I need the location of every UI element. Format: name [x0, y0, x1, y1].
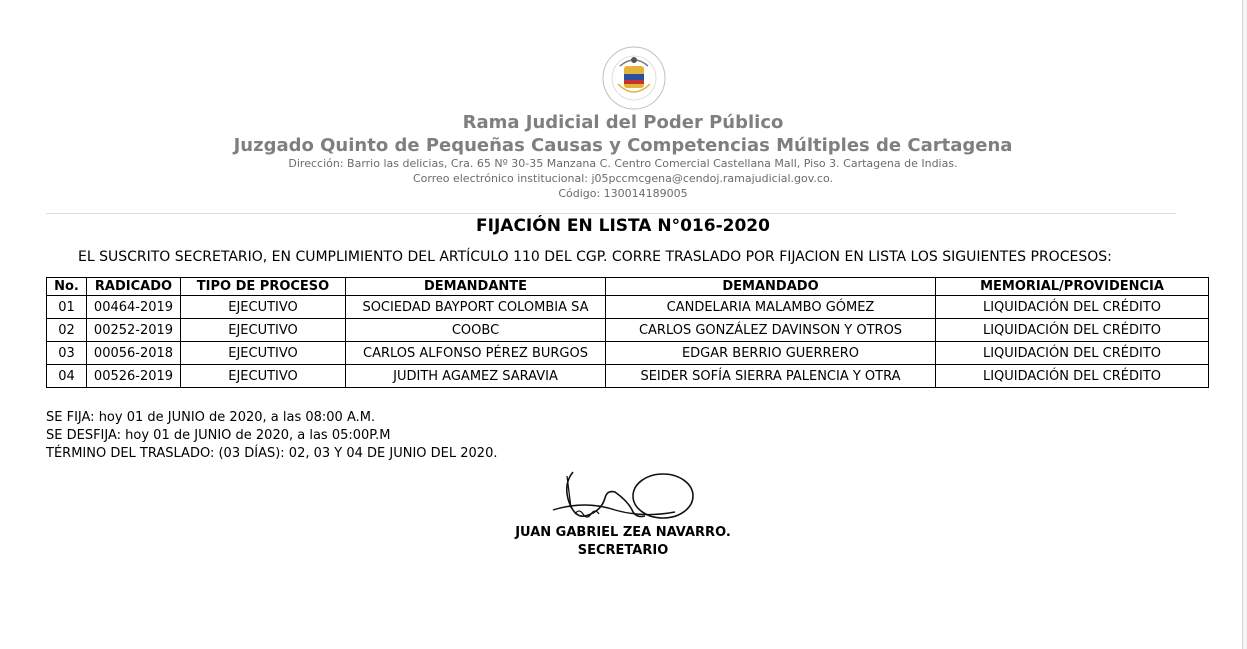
cell-demandante: SOCIEDAD BAYPORT COLOMBIA SA [346, 296, 606, 319]
table-row [47, 342, 1209, 365]
signer-name: JUAN GABRIEL ZEA NAVARRO. [515, 525, 731, 540]
header-divider [46, 213, 1176, 214]
cell-tipo: EJECUTIVO [181, 319, 346, 342]
signer-role: SECRETARIO [577, 543, 669, 558]
court-email: Correo electrónico institucional: j05pccmcgena@cendoj.ramajudicial.gov.co. [412, 172, 834, 185]
header-demandante: DEMANDANTE [346, 278, 606, 296]
cell-tipo: EJECUTIVO [181, 365, 346, 388]
cell-demandante: COOBC [346, 319, 606, 342]
court-address: Dirección: Barrio las delicias, Cra. 65 Nº 30-35 Manzana C. Centro Comercial Castellana Mall, Piso 3. Cartagena de Indias. [288, 157, 958, 170]
cell-demandado: CARLOS GONZÁLEZ DAVINSON Y OTROS [606, 319, 936, 342]
cell-tipo: EJECUTIVO [181, 342, 346, 365]
cell-demandante: CARLOS ALFONSO PÉREZ BURGOS [346, 342, 606, 365]
cell-no: 01 [47, 296, 87, 319]
institution-title: Rama Judicial del Poder Público [462, 112, 784, 133]
cell-demandante: JUDITH AGAMEZ SARAVIA [346, 365, 606, 388]
header-tipo-proceso: TIPO DE PROCESO [181, 278, 346, 296]
cell-radicado: 00526-2019 [87, 365, 181, 388]
cell-no: 04 [47, 365, 87, 388]
fija-line: SE FIJA: hoy 01 de JUNIO de 2020, a las 08:00 A.M. [46, 410, 376, 425]
table-row [47, 296, 1209, 319]
table-row [47, 365, 1209, 388]
cell-radicado: 00464-2019 [87, 296, 181, 319]
handwritten-signature [545, 462, 705, 532]
header-memorial: MEMORIAL/PROVIDENCIA [936, 278, 1209, 296]
desfija-line: SE DESFIJA: hoy 01 de JUNIO de 2020, a las 05:00P.M [46, 428, 391, 443]
cell-no: 02 [47, 319, 87, 342]
cell-tipo: EJECUTIVO [181, 296, 346, 319]
header-radicado: RADICADO [87, 278, 181, 296]
cell-memorial: LIQUIDACIÓN DEL CRÉDITO [936, 365, 1209, 388]
termino-line: TÉRMINO DEL TRASLADO: (03 DÍAS): 02, 03 Y 04 DE JUNIO DEL 2020. [46, 446, 498, 461]
cell-memorial: LIQUIDACIÓN DEL CRÉDITO [936, 319, 1209, 342]
table-header-row [47, 278, 1209, 296]
processes-table [46, 277, 1209, 388]
header-no: No. [47, 278, 87, 296]
cell-no: 03 [47, 342, 87, 365]
document-title: FIJACIÓN EN LISTA N°016-2020 [476, 216, 770, 236]
cell-memorial: LIQUIDACIÓN DEL CRÉDITO [936, 296, 1209, 319]
cell-demandado: SEIDER SOFÍA SIERRA PALENCIA Y OTRA [606, 365, 936, 388]
cell-radicado: 00056-2018 [87, 342, 181, 365]
cell-demandado: EDGAR BERRIO GUERRERO [606, 342, 936, 365]
header-demandado: DEMANDADO [606, 278, 936, 296]
cell-radicado: 00252-2019 [87, 319, 181, 342]
rama-judicial-seal-icon [600, 44, 668, 112]
table-row [47, 319, 1209, 342]
court-code: Código: 130014189005 [558, 187, 688, 200]
cell-memorial: LIQUIDACIÓN DEL CRÉDITO [936, 342, 1209, 365]
intro-paragraph: EL SUSCRITO SECRETARIO, EN CUMPLIMIENTO DEL ARTÍCULO 110 DEL CGP. CORRE TRASLADO POR FIJACION EN LISTA LOS SIGUIENTES PROCESOS: [78, 249, 1112, 265]
court-name: Juzgado Quinto de Pequeñas Causas y Competencias Múltiples de Cartagena [233, 135, 1013, 156]
cell-demandado: CANDELARIA MALAMBO GÓMEZ [606, 296, 936, 319]
